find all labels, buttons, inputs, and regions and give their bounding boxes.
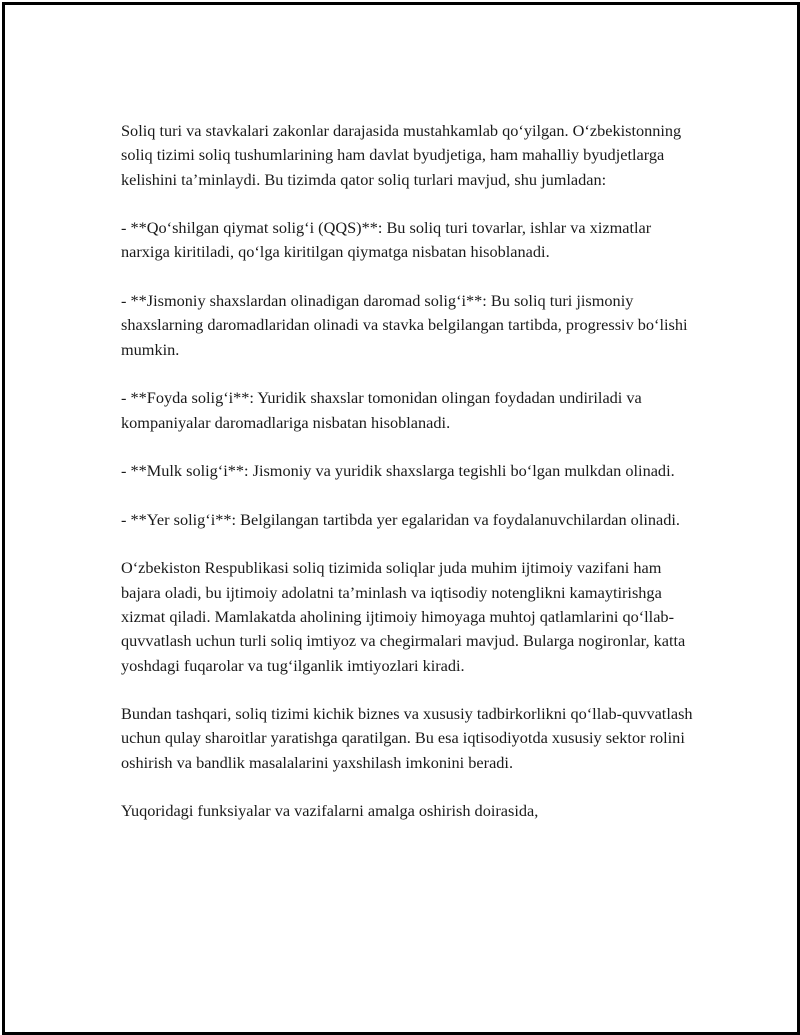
paragraph-property-tax: - **Mulk solig‘i**: Jismoniy va yuridik shaxslarga tegishli bo‘lgan mulkdan olinadi. <box>121 461 675 481</box>
paragraph-small-business: Bundan tashqari, soliq tizimi kichik biznes va xususiy tadbirkorlikni qo‘llab-quvvatlash uchun qulay sharoitlar yaratishga qaratilgan. Bu esa iqtisodiyotda xususiy sektor rolini oshirish va bandlik masalalarini yaxshilash imkonini beradi. <box>121 704 693 772</box>
page-frame <box>2 2 800 1035</box>
paragraph-social-function: O‘zbekiston Respublikasi soliq tizimida soliqlar juda muhim ijtimoiy vazifani ham bajara oladi, bu ijtimoiy adolatni ta’minlash va iqtisodiy notenglikni kamaytirishga xizmat qiladi. Mamlakatda aholining ijtimoiy himoyaga muhtoj qatlamlarini qo‘llab-quvvatlash uchun turli soliq imtiyoz va chegirmalari mavjud. Bularga nogironlar, katta yoshdagi fuqarolar va tug‘ilganlik imtiyozlari kiradi. <box>121 558 686 675</box>
paragraph-vat: - **Qo‘shilgan qiymat solig‘i (QQS)**: Bu soliq turi tovarlar, ishlar va xizmatlar narxiga kiritiladi, qo‘lga kiritilgan qiymatga nisbatan hisoblanadi. <box>121 218 652 262</box>
paragraph-income-tax: - **Jismoniy shaxslardan olinadigan daromad solig‘i**: Bu soliq turi jismoniy shaxslarning daromadlaridan olinadi va stavka belgilangan tartibda, progressiv bo‘lishi mumkin. <box>121 291 688 359</box>
paragraph-land-tax: - **Yer solig‘i**: Belgilangan tartibda yer egalaridan va foydalanuvchilardan olinadi. <box>121 509 680 529</box>
document-body <box>121 119 701 848</box>
paragraph-closing: Yuqoridagi funksiyalar va vazifalarni amalga oshirish doirasida, <box>121 801 539 821</box>
paragraph-profit-tax: - **Foyda solig‘i**: Yuridik shaxslar tomonidan olingan foydadan undiriladi va kompaniyalar daromadlariga nisbatan hisoblanadi. <box>121 388 642 432</box>
paragraph-intro: Soliq turi va stavkalari zakonlar darajasida mustahkamlab qo‘yilgan. O‘zbekistonning soliq tizimi soliq tushumlarining ham davlat byudjetiga, ham mahalliy byudjetlarga kelishini ta’minlaydi. Bu tizimda qator soliq turlari mavjud, shu jumladan: <box>121 121 682 189</box>
